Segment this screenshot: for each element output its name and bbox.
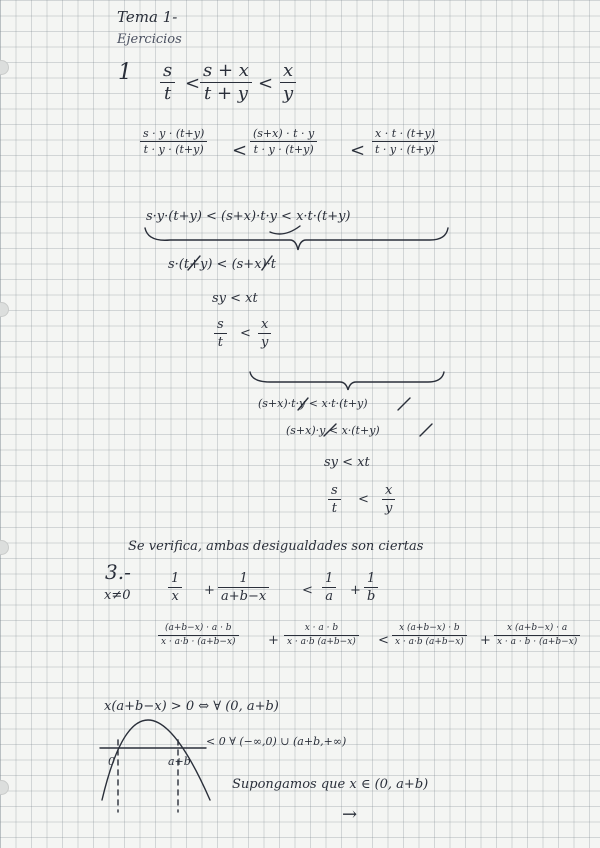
less-than-sign: <	[232, 140, 248, 161]
step2-numerators: s·y·(t+y) < (s+x)·t·y < x·t·(t+y)	[146, 209, 351, 224]
step5-fraction-left: s t	[214, 318, 227, 349]
step8-inequality: sy < xt	[324, 455, 370, 470]
less-than-sign: <	[185, 73, 201, 94]
less-than-sign: <	[302, 583, 313, 598]
ex3-fraction-1-over-x: 1 x	[168, 572, 182, 603]
step5-fraction-right: x y	[258, 318, 271, 349]
ex3-fraction-1-over-b: 1 b	[364, 572, 378, 603]
exercise-1-number: 1	[118, 60, 132, 85]
step9-fraction-right: x y	[382, 484, 395, 515]
cancel-stroke	[262, 256, 272, 270]
exercise-1-conclusion: Se verifica, ambas desigualdades son ciertas	[128, 539, 424, 554]
brace-under-step5	[250, 372, 444, 390]
plus-sign: +	[268, 633, 279, 648]
step1-fraction-left: s · y · (t+y) t · y · (t+y)	[140, 128, 207, 155]
less-than-sign: <	[378, 633, 389, 648]
step7-inequality: (s+x)·y < x·(t+y)	[286, 424, 380, 437]
step1-fraction-middle: (s+x) · t · y t · y · (t+y)	[250, 128, 317, 155]
less-than-sign: <	[258, 73, 274, 94]
fraction-mediant: s + x t + y	[200, 62, 252, 103]
plus-sign: +	[480, 633, 491, 648]
ex3-fraction-1-over-a: 1 a	[322, 572, 336, 603]
ex3-step1-term-c: x (a+b−x) · b x · a·b (a+b−x)	[392, 624, 467, 647]
cancel-stroke	[420, 424, 432, 436]
exercise-3-condition: x≠0	[104, 588, 131, 603]
continuation-arrow: →	[342, 804, 358, 825]
fraction-x-over-y: x y	[280, 62, 296, 103]
step9-fraction-left: s t	[328, 484, 341, 515]
cancel-underline	[270, 226, 300, 234]
less-than-sign: <	[240, 326, 251, 341]
ex3-step1-term-b: x · a · b x · a·b (a+b−x)	[284, 624, 359, 647]
cancel-stroke	[188, 256, 200, 270]
fraction-s-over-t: s t	[160, 62, 175, 103]
step3-inequality: s·(t+y) < (s+x)·t	[168, 257, 276, 272]
graph-label-root: a+b	[168, 755, 191, 768]
ex3-step1-term-a: (a+b−x) · a · b x · a·b · (a+b−x)	[158, 624, 239, 647]
plus-sign: +	[204, 583, 215, 598]
page-title: Tema 1-	[117, 8, 178, 26]
exercise-3-number: 3.-	[105, 560, 131, 584]
less-than-sign: <	[358, 492, 369, 507]
graph-label-zero: 0	[108, 755, 115, 768]
brace-under-step2	[145, 228, 448, 250]
sign-condition-positive: x(a+b−x) > 0 ⇔ ∀ (0, a+b)	[104, 699, 279, 714]
cancel-stroke	[398, 398, 410, 410]
step1-fraction-right: x · t · (t+y) t · y · (t+y)	[372, 128, 438, 155]
assumption-text: Supongamos que x ∈ (0, a+b)	[232, 777, 429, 792]
step6-inequality: (s+x)·t·y < x·t·(t+y)	[258, 397, 368, 410]
less-than-sign: <	[350, 140, 366, 161]
step4-inequality: sy < xt	[212, 291, 258, 306]
page-subtitle: Ejercicios	[117, 32, 182, 47]
sign-condition-negative: < 0 ∀ (−∞,0) ∪ (a+b,+∞)	[206, 735, 347, 748]
ex3-step1-term-d: x (a+b−x) · a x · a · b · (a+b−x)	[494, 624, 580, 647]
cancel-stroke	[324, 424, 336, 436]
ex3-fraction-1-over-abx: 1 a+b−x	[218, 572, 269, 603]
plus-sign: +	[350, 583, 361, 598]
cancel-stroke	[298, 398, 308, 410]
